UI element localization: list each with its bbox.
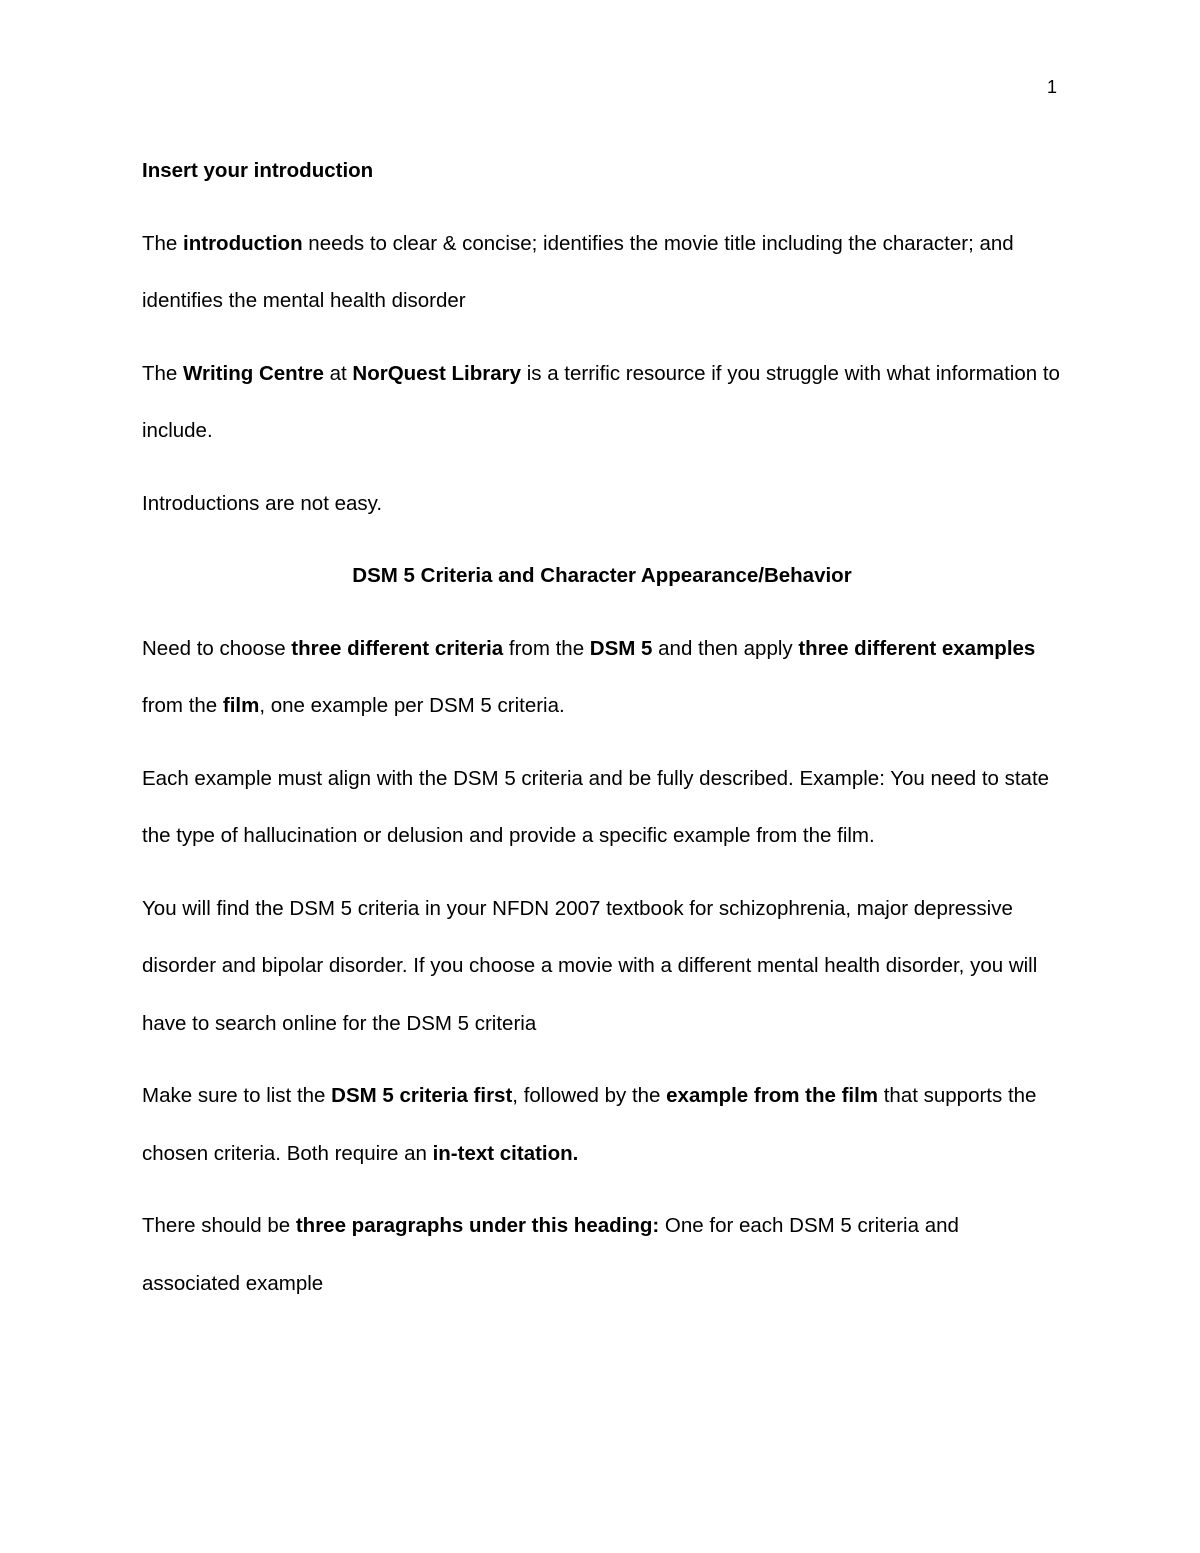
section-heading: DSM 5 Criteria and Character Appearance/Behavior	[352, 564, 852, 587]
text-run: , followed by the	[512, 1084, 667, 1107]
bold-run: NorQuest Library	[352, 361, 521, 385]
text-run: Make sure to list the	[142, 1084, 332, 1107]
text-run: The	[142, 361, 184, 385]
text-run: at	[323, 361, 353, 385]
text-run: , one example per DSM 5 criteria.	[259, 694, 565, 717]
bold-run: in-text citation.	[432, 1141, 579, 1165]
text-run: One for each DSM 5 criteria and associated example	[142, 1214, 959, 1295]
text-run: Need to choose	[142, 636, 292, 660]
document-body	[142, 142, 1062, 1327]
paragraph-introductions-not-easy: Introductions are not easy.	[142, 491, 383, 515]
paragraph-choose-criteria	[142, 620, 1062, 735]
text-run: The	[142, 231, 184, 255]
paragraph-list-criteria-first	[142, 1067, 1062, 1182]
text-run: There should be	[142, 1214, 296, 1237]
bold-run: three different criteria	[291, 636, 504, 660]
text-run: and then apply	[652, 636, 799, 660]
text-run: is a terrific resource if you struggle with what information to include.	[142, 361, 1060, 442]
bold-run: three paragraphs under this heading:	[295, 1214, 660, 1237]
bold-run: example from the film	[666, 1084, 879, 1107]
text-run: that supports the chosen criteria. Both require an	[142, 1084, 1037, 1165]
paragraph-writing-centre	[142, 345, 1062, 460]
bold-run: DSM 5	[589, 636, 653, 660]
paragraph-example-alignment: Each example must align with the DSM 5 criteria and be fully described. Example: You need to state the type of hallucination or delusion and provide a specific example from the film.	[142, 766, 1050, 847]
text-run: from the	[503, 636, 590, 660]
bold-run: introduction	[183, 231, 303, 255]
paragraph-find-criteria: You will find the DSM 5 criteria in your NFDN 2007 textbook for schizophrenia, major depressive disorder and bipolar disorder. If you choose a movie with a different mental health disorder, you will have to search online for the DSM 5 criteria	[142, 896, 1038, 1035]
bold-run: film	[222, 694, 260, 717]
paragraph-introduction-requirements	[142, 215, 1062, 330]
text-run: from the	[142, 694, 223, 717]
text-run: needs to clear & concise; identifies the movie title including the character; and identifies the mental health disorder	[142, 231, 1014, 312]
bold-run: Writing Centre	[183, 361, 324, 385]
bold-run: three different examples	[798, 636, 1036, 660]
intro-heading: Insert your introduction	[142, 159, 374, 182]
bold-run: DSM 5 criteria first	[331, 1084, 513, 1107]
page-number: 1	[1046, 77, 1057, 97]
paragraph-three-paragraphs	[142, 1197, 1062, 1312]
